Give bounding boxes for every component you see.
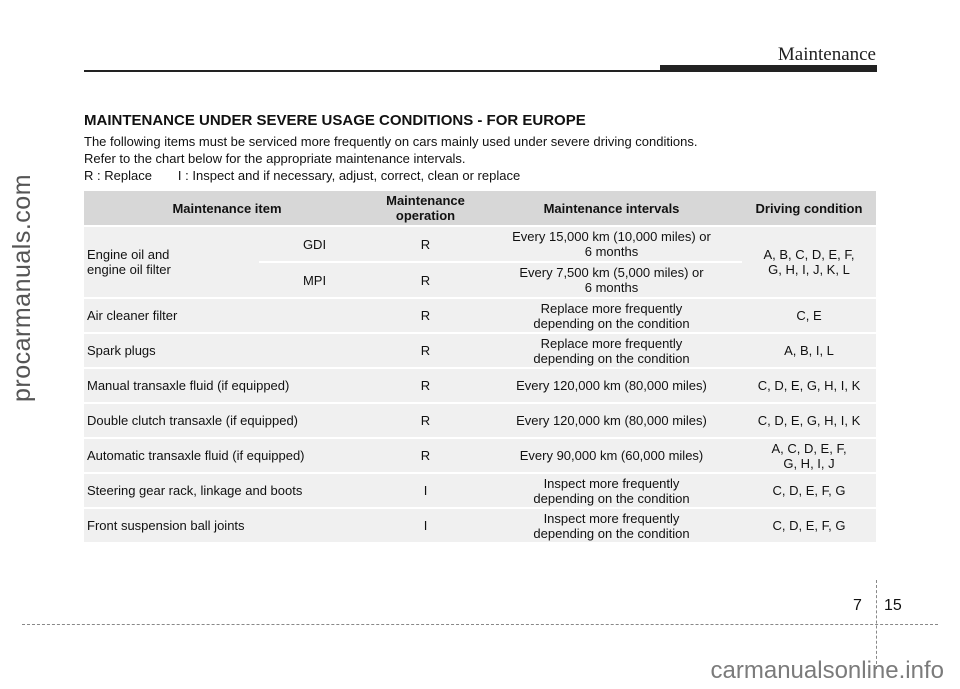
interval-line-1: Replace more frequently	[540, 300, 683, 316]
chapter-number: 7	[853, 597, 862, 614]
cell-operation: R	[370, 439, 481, 472]
cell-interval: Every 120,000 km (80,000 miles)	[481, 404, 742, 437]
table-row	[84, 299, 876, 332]
maintenance-table	[84, 189, 876, 544]
condition-line-1: C, E	[796, 308, 822, 323]
interval-gdi-line-1: Every 15,000 km (10,000 miles) or	[512, 229, 711, 244]
header-maintenance-operation	[370, 191, 481, 225]
cell-engine-mpi: MPI	[259, 263, 370, 297]
intro-line-2: Refer to the chart below for the appropriate maintenance intervals.	[84, 151, 466, 166]
cell-condition: C, D, E, F, G	[742, 509, 876, 542]
engine-oil-line-1: Engine oil and	[87, 247, 170, 262]
cell-operation: I	[370, 509, 481, 542]
table-row	[84, 404, 876, 437]
cell-interval: Every 120,000 km (80,000 miles)	[481, 369, 742, 402]
table-row	[84, 509, 876, 542]
interval-line-1: Replace more frequently	[540, 335, 683, 351]
page-header-title: Maintenance	[777, 44, 876, 65]
cell-condition: C, D, E, G, H, I, K	[742, 369, 876, 402]
condition-line-1: A, C, D, E, F,	[771, 440, 847, 456]
intro-text	[84, 133, 697, 184]
cell-interval	[481, 299, 742, 332]
table-row	[84, 369, 876, 402]
page-number: 15	[884, 597, 902, 614]
section-title: MAINTENANCE UNDER SEVERE USAGE CONDITIONS - FOR EUROPE	[84, 112, 586, 129]
intro-line-1: The following items must be serviced more frequently on cars mainly used under severe driving conditions.	[84, 134, 698, 149]
legend-line	[84, 167, 697, 184]
header-maintenance-item: Maintenance item	[84, 191, 370, 225]
table-row	[84, 474, 876, 507]
cell-interval	[481, 474, 742, 507]
cell-operation-mpi: R	[370, 263, 481, 297]
cell-operation: I	[370, 474, 481, 507]
cell-engine-gdi: GDI	[259, 227, 370, 261]
footer-rule	[22, 624, 938, 625]
cell-item: Steering gear rack, linkage and boots	[84, 474, 370, 507]
cell-interval: Every 90,000 km (60,000 miles)	[481, 439, 742, 472]
interval-line-2: depending on the condition	[533, 525, 690, 541]
table-header-row	[84, 191, 876, 225]
cell-item: Double clutch transaxle (if equipped)	[84, 404, 370, 437]
side-watermark: procarmanuals.com	[8, 173, 36, 402]
condition-line-2: G, H, I, J	[783, 455, 835, 471]
header-maintenance-intervals: Maintenance intervals	[481, 191, 742, 225]
cell-condition	[742, 334, 876, 367]
header-rule	[84, 70, 660, 72]
interval-mpi-line-1: Every 7,500 km (5,000 miles) or	[519, 265, 704, 280]
interval-line-1: Inspect more frequently	[543, 475, 680, 491]
legend-inspect: I : Inspect and if necessary, adjust, correct, clean or replace	[177, 168, 521, 183]
interval-line-2: depending on the condition	[533, 315, 690, 331]
cell-item-engine-oil	[84, 227, 259, 297]
interval-line-2: depending on the condition	[533, 350, 690, 366]
condition-line-1: A, B, I, L	[784, 343, 834, 358]
interval-line-2: depending on the condition	[533, 490, 690, 506]
header-operation-line-2: operation	[395, 208, 456, 223]
header-operation-line-1: Maintenance	[386, 193, 465, 208]
cell-interval-mpi	[481, 263, 742, 297]
cell-interval-gdi	[481, 227, 742, 261]
cell-condition	[742, 299, 876, 332]
cell-item: Front suspension ball joints	[84, 509, 370, 542]
cell-item: Spark plugs	[84, 334, 370, 367]
condition-engine-oil-line-2: G, H, I, J, K, L	[768, 262, 850, 277]
interval-line-1: Inspect more frequently	[543, 510, 680, 526]
interval-gdi-line-2: 6 months	[584, 244, 639, 259]
cell-item: Air cleaner filter	[84, 299, 370, 332]
legend-replace: R : Replace	[84, 168, 152, 183]
header-rule-thick	[660, 65, 877, 72]
interval-mpi-line-2: 6 months	[584, 280, 639, 295]
cell-condition-engine-oil	[742, 227, 876, 297]
cell-operation: R	[370, 369, 481, 402]
table-row	[84, 439, 876, 472]
cell-item: Manual transaxle fluid (if equipped)	[84, 369, 370, 402]
cell-interval	[481, 509, 742, 542]
table-row	[84, 334, 876, 367]
engine-oil-line-2: engine oil filter	[87, 262, 171, 277]
condition-engine-oil-line-1: A, B, C, D, E, F,	[763, 247, 855, 262]
cell-operation: R	[370, 404, 481, 437]
cell-item: Automatic transaxle fluid (if equipped)	[84, 439, 370, 472]
table-row-engine-oil-gdi	[84, 227, 876, 261]
bottom-watermark: carmanualsonline.info	[710, 657, 944, 684]
cell-condition	[742, 439, 876, 472]
footer-vertical-rule	[876, 580, 877, 669]
cell-interval	[481, 334, 742, 367]
cell-operation-gdi: R	[370, 227, 481, 261]
header-driving-condition: Driving condition	[742, 191, 876, 225]
cell-operation: R	[370, 334, 481, 367]
cell-condition: C, D, E, F, G	[742, 474, 876, 507]
cell-operation: R	[370, 299, 481, 332]
cell-condition: C, D, E, G, H, I, K	[742, 404, 876, 437]
